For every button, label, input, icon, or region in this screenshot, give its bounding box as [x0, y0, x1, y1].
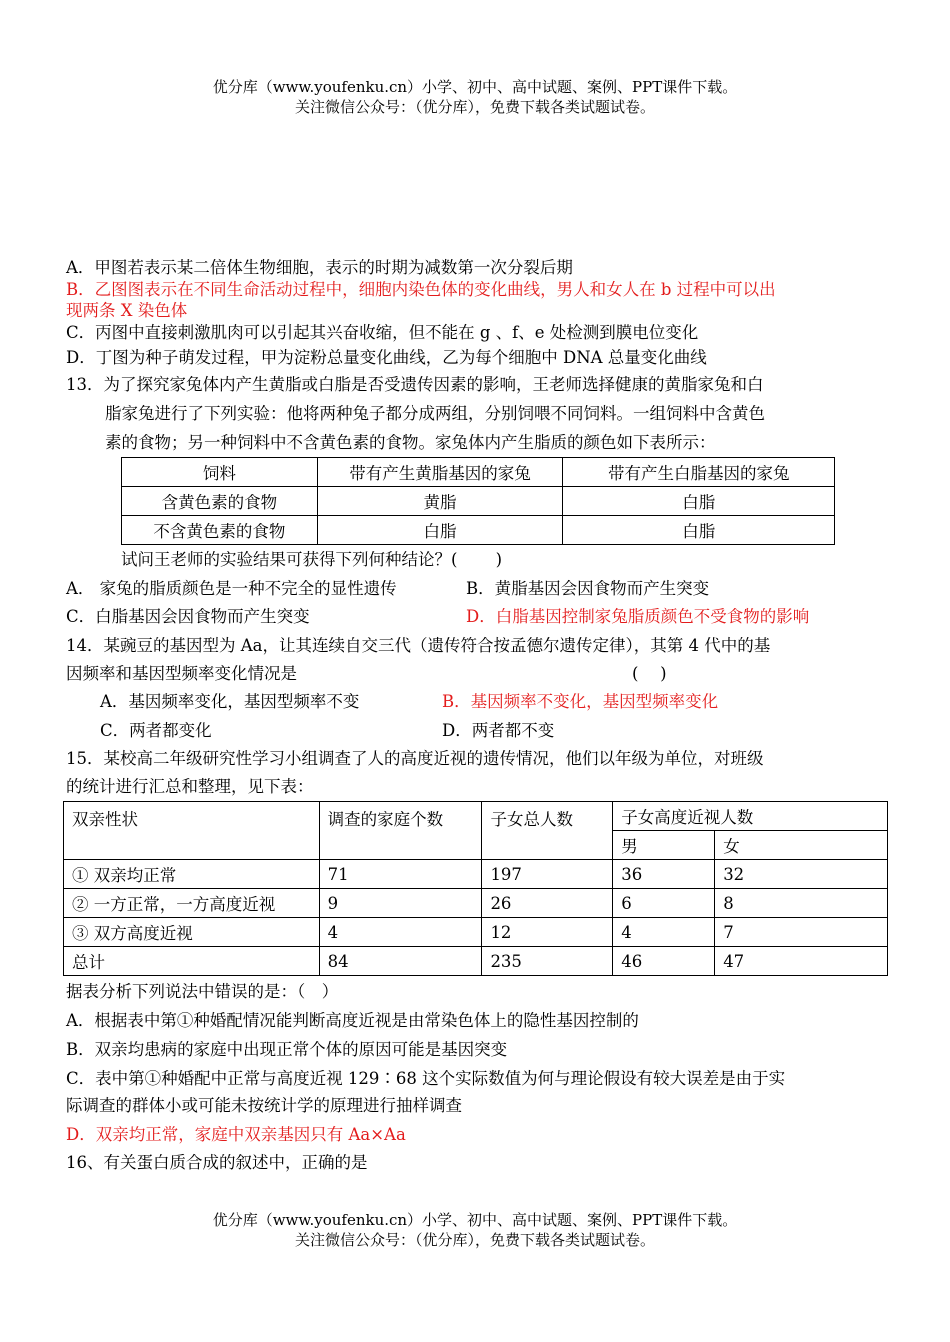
table-cell: 26 — [482, 889, 613, 918]
table-row — [64, 918, 888, 947]
q12-option-b-line1: B．乙图图表示在不同生命活动过程中，细胞内染色体的变化曲线，男人和女人在 b 过程中可以出 — [66, 280, 776, 299]
table-cell: 4 — [319, 918, 482, 947]
table-cell: 不含黄色素的食物 — [122, 516, 318, 545]
q13-option-d: D．白脂基因控制家兔脂质颜色不受食物的影响 — [466, 607, 810, 626]
table-header-cell: 子女总人数 — [482, 802, 613, 860]
q13-stem-line3: 素的食物；另一种饲料中不含黄色素的食物。家兔体内产生脂质的颜色如下表所示： — [105, 433, 716, 452]
q12-option-b-line2: 现两条 X 染色体 — [66, 301, 188, 320]
header-line-1: 优分库（www.youfenku.cn）小学、初中、高中试题、案例、PPT课件下载。 — [212, 78, 738, 96]
table-cell: 白脂 — [317, 516, 563, 545]
q13-stem-line1: 13．为了探究家兔体内产生黄脂或白脂是否受遗传因素的影响，王老师选择健康的黄脂家兔和白 — [66, 375, 764, 394]
table-cell: ③ 双方高度近视 — [64, 918, 320, 947]
table-row — [122, 516, 835, 545]
table-header-cell: 男 — [613, 831, 715, 860]
q15-option-d: D．双亲均正常，家庭中双亲基因只有 Aa×Aa — [66, 1125, 406, 1144]
table-cell: 6 — [613, 889, 715, 918]
table-header-cell: 子女高度近视人数 — [613, 802, 888, 831]
table-header-cell: 女 — [715, 831, 888, 860]
q15-option-c-line2: 际调查的群体小或可能未按统计学的原理进行抽样调查 — [66, 1096, 462, 1115]
q13-question: 试问王老师的实验结果可获得下列何种结论？( ) — [121, 550, 503, 569]
table-row — [64, 947, 888, 976]
table-cell: 235 — [482, 947, 613, 976]
q14-stem-line2: 因频率和基因型频率变化情况是 — [66, 664, 297, 683]
q15-option-c-line1: C．表中第①种婚配中正常与高度近视 129∶68 这个实际数值为何与理论假设有较大误差是由于实 — [66, 1069, 786, 1088]
table-cell: 总计 — [64, 947, 320, 976]
q14-option-b: B．基因频率不变化，基因型频率变化 — [442, 692, 719, 711]
table-row — [122, 487, 835, 516]
table-cell: 47 — [715, 947, 888, 976]
table-cell: ② 一方正常，一方高度近视 — [64, 889, 320, 918]
table-cell: 46 — [613, 947, 715, 976]
table-cell: 71 — [319, 860, 482, 889]
q15-question: 据表分析下列说法中错误的是：（ ） — [66, 982, 339, 1001]
q15-option-a: A．根据表中第①种婚配情况能判断高度近视是由常染色体上的隐性基因控制的 — [66, 1011, 639, 1030]
table-header-row — [122, 458, 835, 487]
table-header-cell: 双亲性状 — [64, 802, 320, 860]
footer-line-2: 关注微信公众号：（优分库），免费下载各类试题试卷。 — [294, 1231, 655, 1249]
q13-stem-line2: 脂家兔进行了下列实验：他将两种兔子都分成两组，分别饲喂不同饲料。一组饲料中含黄色 — [105, 404, 765, 423]
table-header-cell: 带有产生黄脂基因的家兔 — [317, 458, 563, 487]
q14-option-d: D．两者都不变 — [442, 721, 555, 740]
q15-stem-line2: 的统计进行汇总和整理，见下表： — [66, 777, 314, 796]
table-header-row — [64, 802, 888, 831]
q15-stem-line1: 15．某校高二年级研究性学习小组调查了人的高度近视的遗传情况，他们以年级为单位，对班级 — [66, 749, 764, 768]
table-cell: 12 — [482, 918, 613, 947]
table-cell: 32 — [715, 860, 888, 889]
footer-line-1: 优分库（www.youfenku.cn）小学、初中、高中试题、案例、PPT课件下载。 — [212, 1211, 738, 1229]
q13-table — [121, 457, 835, 545]
table-cell: ① 双亲均正常 — [64, 860, 320, 889]
q12-option-d: D．丁图为种子萌发过程，甲为淀粉总量变化曲线，乙为每个细胞中 DNA 总量变化曲线 — [66, 348, 707, 367]
table-header-cell: 带有产生白脂基因的家兔 — [563, 458, 835, 487]
q12-option-a: A．甲图若表示某二倍体生物细胞，表示的时期为减数第一次分裂后期 — [66, 258, 573, 277]
table-row — [64, 889, 888, 918]
q14-option-a: A．基因频率变化，基因型频率不变 — [100, 692, 360, 711]
table-cell: 197 — [482, 860, 613, 889]
q15-option-b: B．双亲均患病的家庭中出现正常个体的原因可能是基因突变 — [66, 1040, 508, 1059]
header-line-2: 关注微信公众号：（优分库），免费下载各类试题试卷。 — [294, 98, 655, 116]
table-cell: 白脂 — [563, 516, 835, 545]
q14-stem-line1: 14．某豌豆的基因型为 Aa，让其连续自交三代（遗传符合按孟德尔遗传定律），其第 4 代中的基 — [66, 636, 771, 655]
q14-option-c: C．两者都变化 — [100, 721, 212, 740]
q15-table — [63, 801, 888, 976]
table-cell: 4 — [613, 918, 715, 947]
q14-answer-paren: ( ) — [632, 664, 667, 683]
table-cell: 36 — [613, 860, 715, 889]
table-header-cell: 调查的家庭个数 — [319, 802, 482, 860]
table-cell: 黄脂 — [317, 487, 563, 516]
table-header-cell: 饲料 — [122, 458, 318, 487]
table-cell: 9 — [319, 889, 482, 918]
table-row — [64, 860, 888, 889]
q12-option-c: C．丙图中直接刺激肌肉可以引起其兴奋收缩，但不能在 g 、f、e 处检测到膜电位变化 — [66, 323, 699, 342]
table-cell: 含黄色素的食物 — [122, 487, 318, 516]
q13-option-c: C．白脂基因会因食物而产生突变 — [66, 607, 310, 626]
table-cell: 7 — [715, 918, 888, 947]
table-cell: 8 — [715, 889, 888, 918]
q13-option-a: A． 家兔的脂质颜色是一种不完全的显性遗传 — [66, 579, 397, 598]
table-cell: 白脂 — [563, 487, 835, 516]
q13-option-b: B．黄脂基因会因食物而产生突变 — [466, 579, 710, 598]
q16-stem: 16、有关蛋白质合成的叙述中，正确的是 — [66, 1153, 368, 1172]
table-cell: 84 — [319, 947, 482, 976]
